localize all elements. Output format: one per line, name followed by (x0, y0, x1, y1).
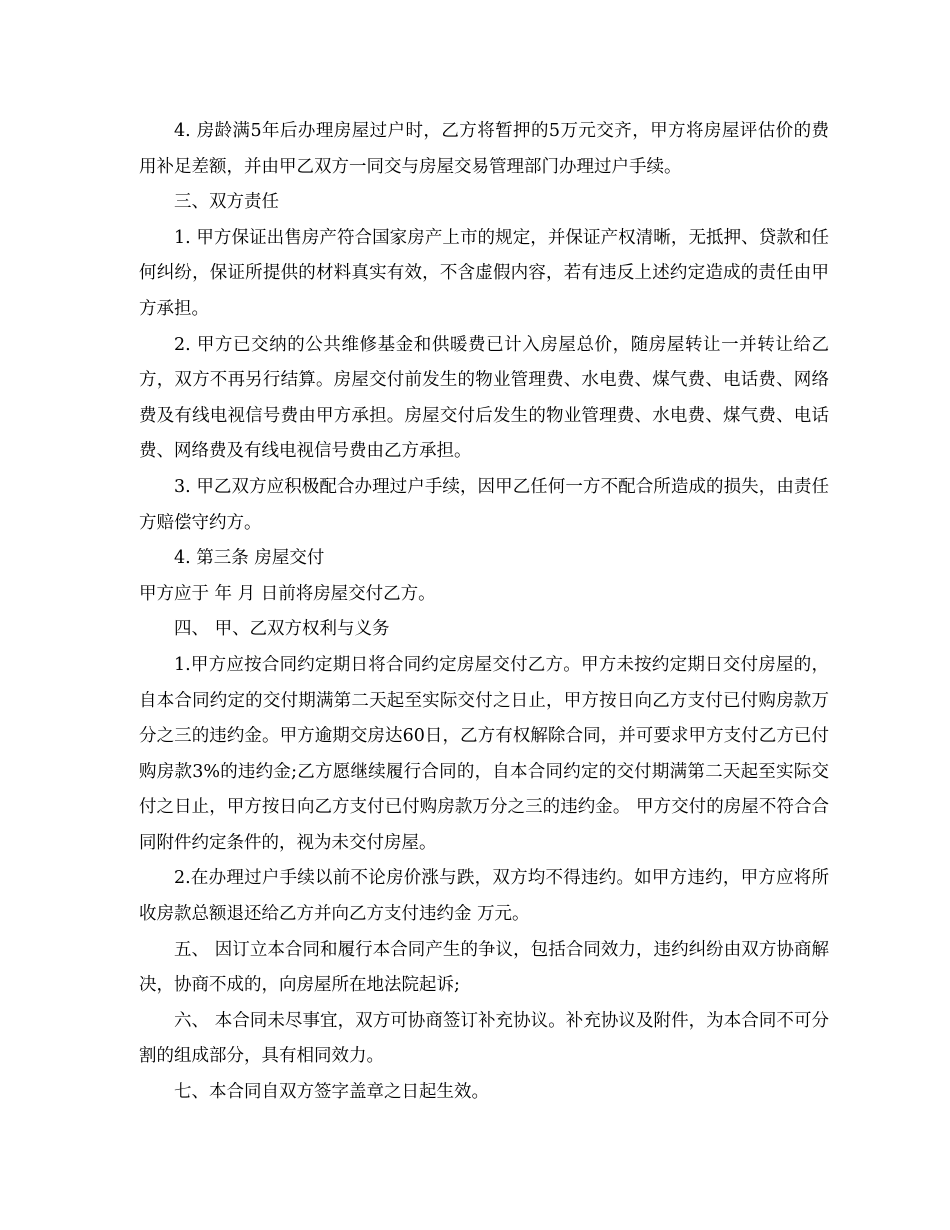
clause-4-transfer: 4. 房龄满5年后办理房屋过户时，乙方将暂押的5万元交齐，甲方将房屋评估价的费用补足差额，并由甲乙双方一同交与房屋交易管理部门办理过户手续。 (139, 121, 829, 177)
document-body (139, 114, 829, 1111)
section-dispute-resolution: 五、 因订立本合同和履行本合同产生的争议，包括合同效力，违约纠纷由双方协商解决，协商不成的，向房屋所在地法院起诉; (139, 939, 829, 996)
responsibility-1: 1. 甲方保证出售房产符合国家房产上市的规定，并保证产权清晰，无抵押、贷款和任何纠纷，保证所提供的材料真实有效，不含虚假内容，若有违反上述约定造成的责任由甲方承担。 (139, 227, 829, 319)
rights-obligations-1: 1.甲方应按合同约定期日将合同约定房屋交付乙方。甲方未按约定期日交付房屋的，自本合同约定的交付期满第二天起至实际交付之日止，甲方按日向乙方支付已付购房款万分之三的违约金。甲方逾期交房达60日，乙方有权解除合同，并可要求甲方支付乙方已付购房款3%的违约金;乙方愿继续履行合同的，自本合同约定的交付期满第二天起至实际交付之日止，甲方按日向乙方支付已付购房款万分之三的违约金。 甲方交付的房屋不符合合同附件约定条件的，视为未交付房屋。 (139, 654, 829, 853)
delivery-date-clause: 甲方应于 年 月 日前将房屋交付乙方。 (139, 583, 436, 604)
section-heading-rights-obligations: 四、 甲、乙双方权利与义务 (174, 619, 390, 640)
section-heading-responsibilities: 三、双方责任 (174, 192, 279, 213)
section-supplementary-agreement: 六、 本合同未尽事宜，双方可协商签订补充协议。补充协议及附件，为本合同不可分割的组成部分，具有相同效力。 (139, 1010, 829, 1067)
responsibility-2: 2. 甲方已交纳的公共维修基金和供暖费已计入房屋总价，随房屋转让一并转让给乙方，双方不再另行结算。房屋交付前发生的物业管理费、水电费、煤气费、电话费、网络费及有线电视信号费由甲方承担。房屋交付后发生的物业管理费、水电费、煤气费、电话费、网络费及有线电视信号费由乙方承担。 (139, 334, 829, 462)
article-3-delivery-heading: 4. 第三条 房屋交付 (174, 548, 325, 569)
rights-obligations-2: 2.在办理过户手续以前不论房价涨与跌，双方均不得违约。如甲方违约，甲方应将所收房款总额退还给乙方并向乙方支付违约金 万元。 (139, 868, 829, 925)
section-effective-date: 七、本合同自双方签字盖章之日起生效。 (174, 1082, 489, 1103)
responsibility-3: 3. 甲乙双方应积极配合办理过户手续，因甲乙任何一方不配合所造成的损失，由责任方赔偿守约方。 (139, 476, 829, 533)
